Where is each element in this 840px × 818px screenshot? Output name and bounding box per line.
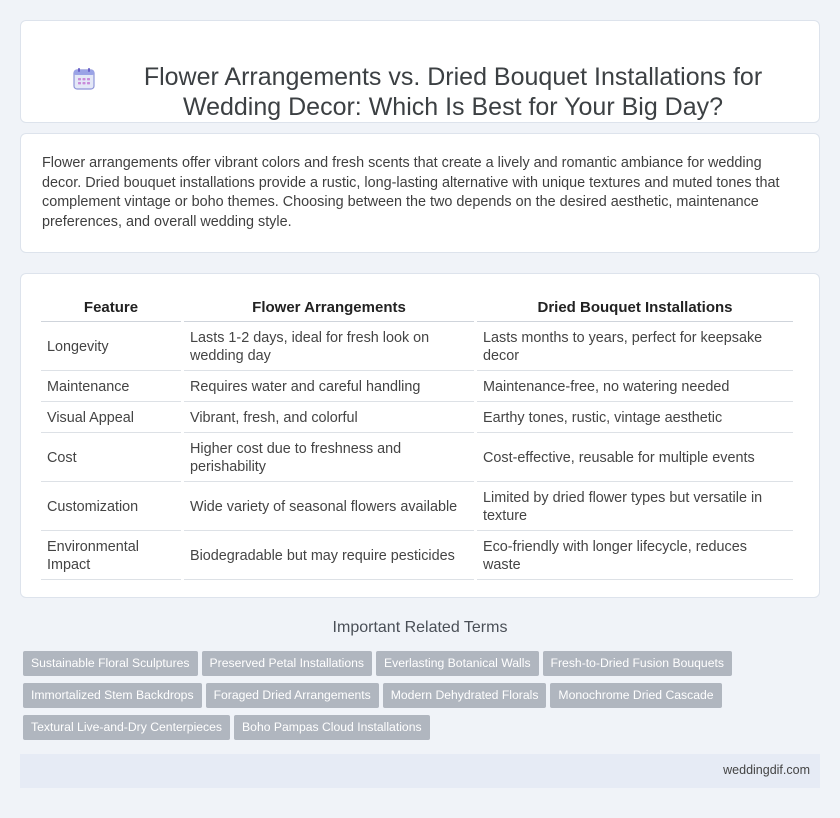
feature-cell: Maintenance: [41, 372, 181, 402]
dried-cell: Limited by dried flower types but versatile in texture: [477, 483, 793, 531]
feature-cell: Cost: [41, 434, 181, 482]
intro-card: [20, 133, 820, 253]
header-flower-arrangements: Flower Arrangements: [184, 296, 474, 322]
related-term-tag[interactable]: Sustainable Floral Sculptures: [23, 651, 198, 676]
feature-cell: Environmental Impact: [41, 532, 181, 580]
dried-cell: Lasts months to years, perfect for keepsake decor: [477, 323, 793, 371]
feature-cell: Longevity: [41, 323, 181, 371]
related-terms-list: [23, 651, 823, 747]
related-term-tag[interactable]: Fresh-to-Dried Fusion Bouquets: [543, 651, 732, 676]
title-card: [20, 20, 820, 123]
table-row: [41, 434, 793, 482]
comparison-table-card: [20, 273, 820, 598]
flower-cell: Biodegradable but may require pesticides: [184, 532, 474, 580]
related-term-tag[interactable]: Foraged Dried Arrangements: [206, 683, 379, 708]
related-term-tag[interactable]: Preserved Petal Installations: [202, 651, 372, 676]
related-term-tag[interactable]: Textural Live-and-Dry Centerpieces: [23, 715, 230, 740]
table-row: [41, 483, 793, 531]
flower-cell: Higher cost due to freshness and perishability: [184, 434, 474, 482]
calendar-icon: [72, 67, 96, 91]
table-header-row: [41, 296, 793, 322]
flower-cell: Requires water and careful handling: [184, 372, 474, 402]
table-row: [41, 323, 793, 371]
header-dried-bouquet-installations: Dried Bouquet Installations: [477, 296, 793, 322]
dried-cell: Maintenance-free, no watering needed: [477, 372, 793, 402]
table-row: [41, 403, 793, 433]
dried-cell: Earthy tones, rustic, vintage aesthetic: [477, 403, 793, 433]
flower-cell: Wide variety of seasonal flowers available: [184, 483, 474, 531]
flower-cell: Lasts 1-2 days, ideal for fresh look on wedding day: [184, 323, 474, 371]
page-title: Flower Arrangements vs. Dried Bouquet Installations for Wedding Decor: Which Is Best for Your Big Day?: [143, 63, 763, 121]
related-terms-title: Important Related Terms: [332, 619, 508, 636]
related-term-tag[interactable]: Boho Pampas Cloud Installations: [234, 715, 430, 740]
feature-cell: Customization: [41, 483, 181, 531]
related-term-tag[interactable]: Everlasting Botanical Walls: [376, 651, 539, 676]
table-row: [41, 372, 793, 402]
related-term-tag[interactable]: Modern Dehydrated Florals: [383, 683, 547, 708]
feature-cell: Visual Appeal: [41, 403, 181, 433]
related-term-tag[interactable]: Monochrome Dried Cascade: [550, 683, 721, 708]
intro-paragraph: Flower arrangements offer vibrant colors and fresh scents that create a lively and romantic ambiance for wedding decor. Dried bouquet installations provide a rustic, long-lasting alternative with unique textures and muted tones that complement vintage or boho themes. Choosing between the two depends on the desired aesthetic, maintenance preferences, and overall wedding style.: [42, 155, 780, 230]
footer-site-link[interactable]: weddingdif.com: [723, 763, 810, 777]
dried-cell: Eco-friendly with longer lifecycle, reduces waste: [477, 532, 793, 580]
related-term-tag[interactable]: Immortalized Stem Backdrops: [23, 683, 202, 708]
header-feature: Feature: [41, 296, 181, 322]
flower-cell: Vibrant, fresh, and colorful: [184, 403, 474, 433]
table-row: [41, 532, 793, 580]
comparison-table: [38, 295, 796, 581]
footer: [20, 754, 820, 788]
dried-cell: Cost-effective, reusable for multiple events: [477, 434, 793, 482]
